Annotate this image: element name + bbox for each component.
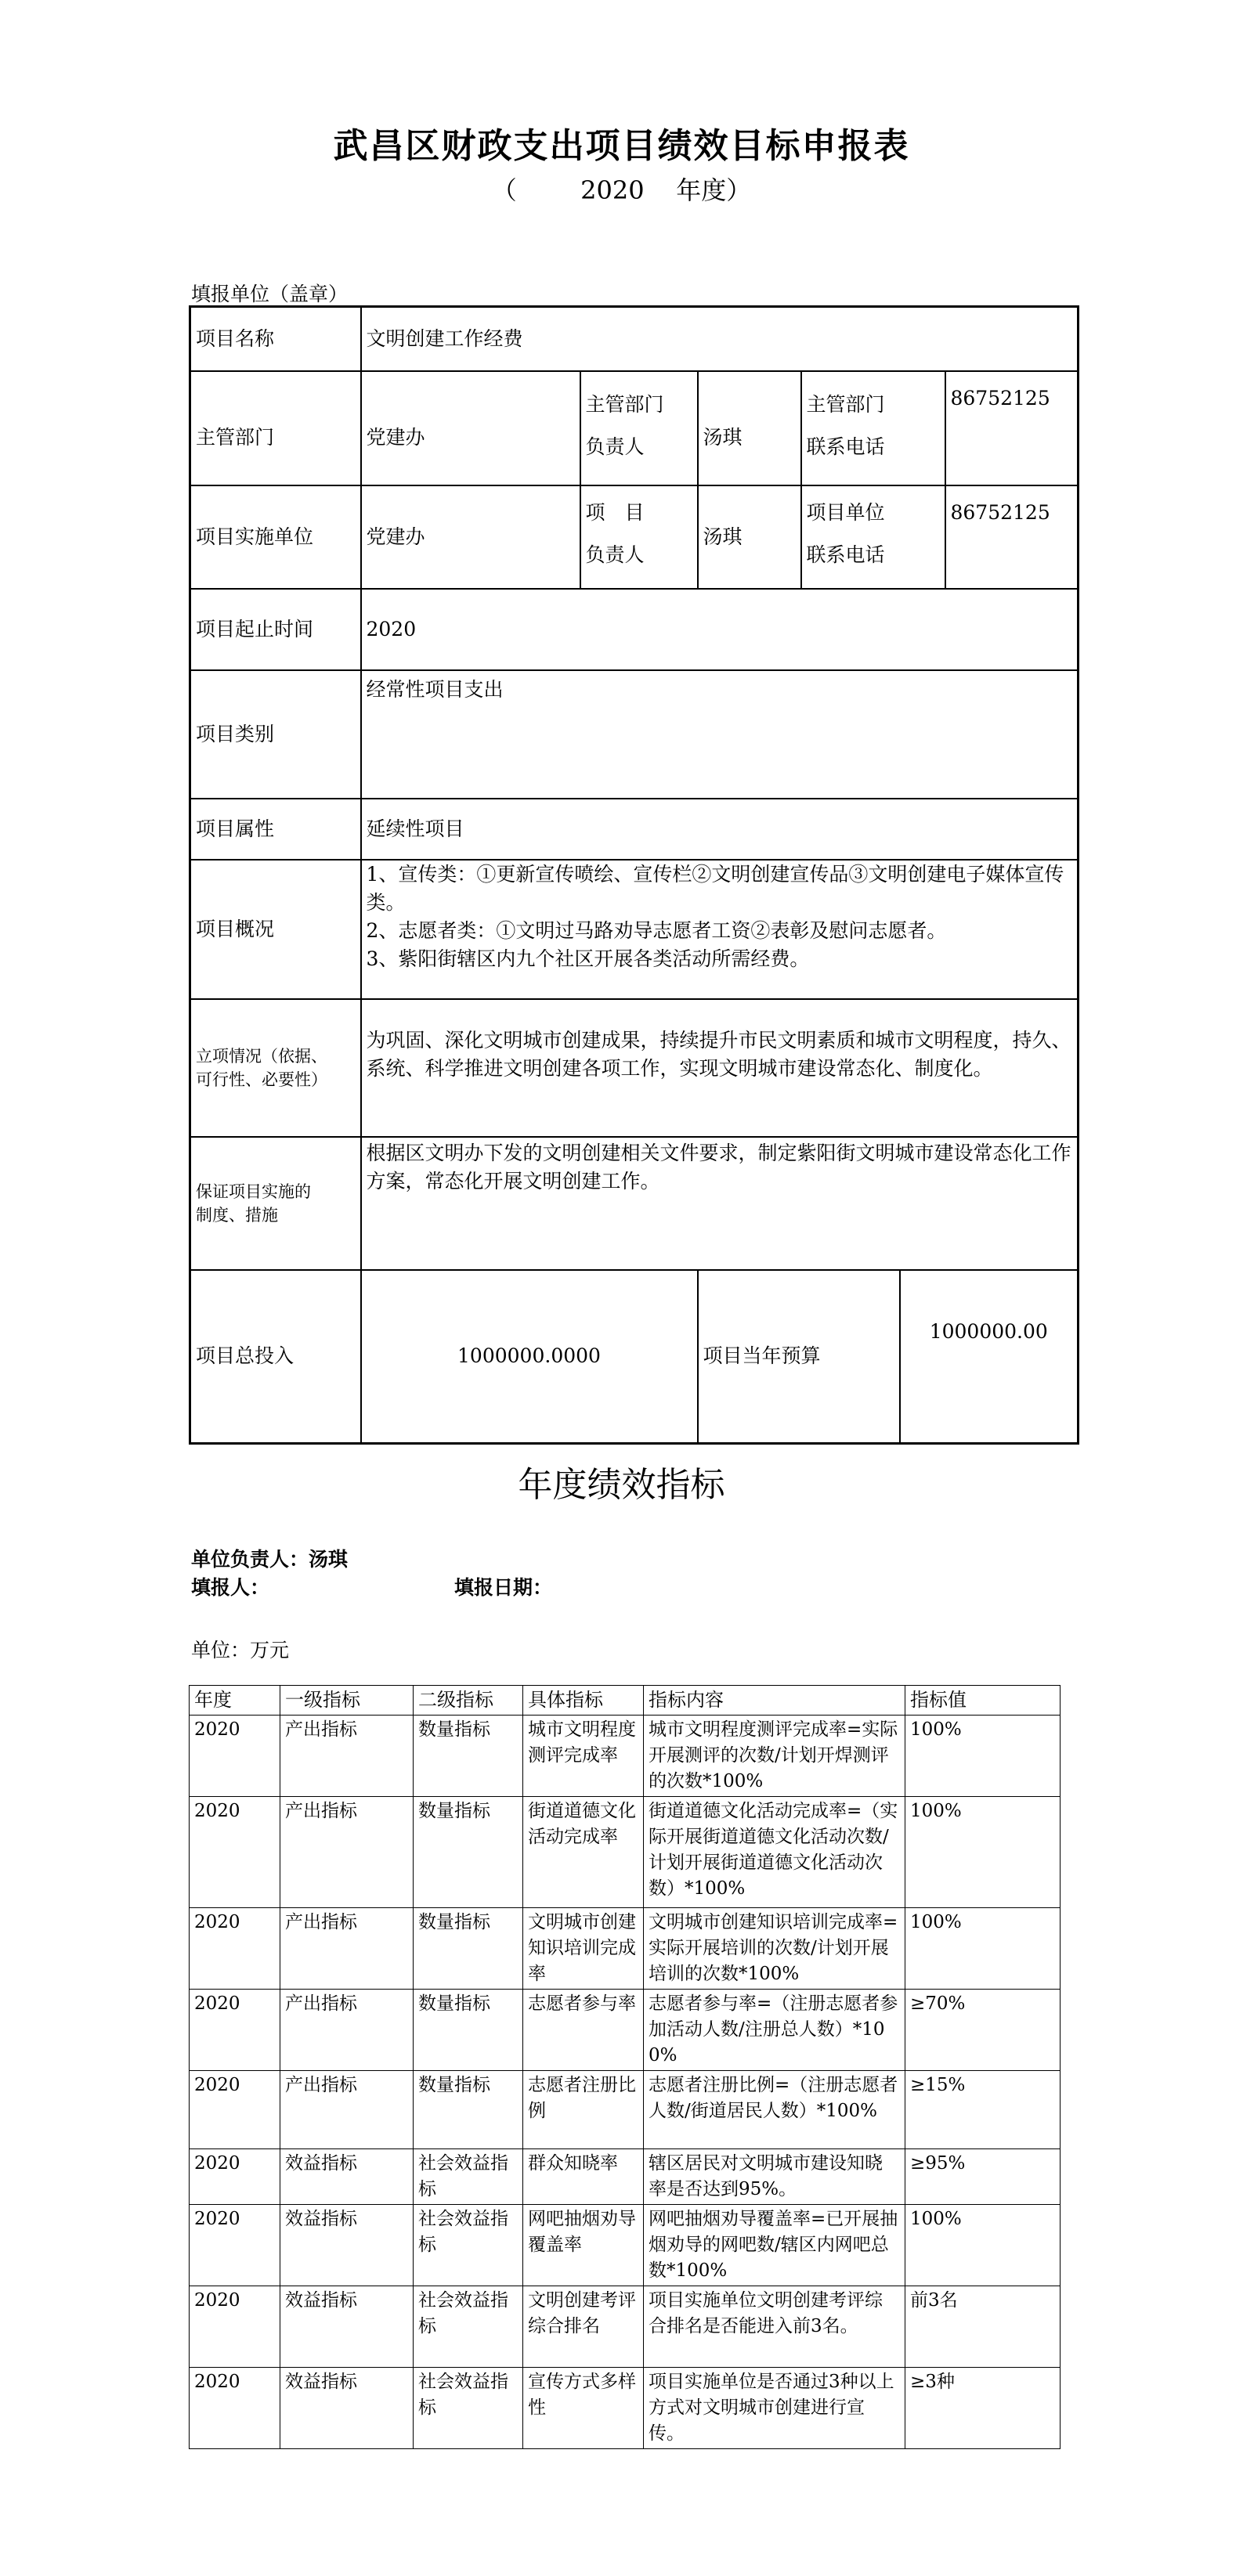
- cell-year: 2020: [190, 1797, 280, 1908]
- guarantee-label-line1: 保证项目实施的: [196, 1182, 311, 1201]
- cell-year: 2020: [190, 1990, 280, 2071]
- cell-year: 2020: [190, 2205, 280, 2286]
- table-row: [190, 1908, 1061, 1990]
- cell-content: 项目实施单位文明创建考评综合排名是否能进入前3名。: [644, 2286, 905, 2368]
- cell-level2: 数量指标: [414, 2071, 523, 2149]
- basis-label-line2: 可行性、必要性）: [196, 1070, 327, 1089]
- dept-head-value: 汤琪: [698, 371, 801, 485]
- table-row: [190, 2286, 1061, 2368]
- col-header-level2: 二级指标: [414, 1686, 523, 1716]
- cell-value: ≥95%: [905, 2149, 1061, 2205]
- cell-content: 城市文明程度测评完成率=实际开展测评的次数/计划开焊测评的次数*100%: [644, 1716, 905, 1797]
- category-label: 项目类别: [190, 670, 361, 799]
- unit-wan-label: 单位：万元: [191, 1639, 290, 1661]
- total-label: 项目总投入: [190, 1270, 361, 1444]
- guarantee-label-line2: 制度、措施: [196, 1205, 278, 1225]
- overview-value: [361, 860, 1079, 999]
- overview-label: 项目概况: [190, 860, 361, 999]
- unit-phone-label-line1: 项目单位: [806, 500, 885, 524]
- dept-phone-value: 86752125: [945, 371, 1079, 485]
- cell-specific: 网吧抽烟劝导覆盖率: [523, 2205, 644, 2286]
- dept-phone-label-line1: 主管部门: [806, 392, 885, 416]
- cell-specific: 城市文明程度测评完成率: [523, 1716, 644, 1797]
- table-row: [190, 1990, 1061, 2071]
- category-value: 经常性项目支出: [361, 670, 1079, 799]
- cell-specific: 宣传方式多样性: [523, 2368, 644, 2449]
- cell-value: 100%: [905, 1716, 1061, 1797]
- table-row: [190, 2149, 1061, 2205]
- col-header-content: 指标内容: [644, 1686, 905, 1716]
- table-row: [190, 2205, 1061, 2286]
- cell-level2: 社会效益指标: [414, 2205, 523, 2286]
- cell-level2: 数量指标: [414, 1716, 523, 1797]
- overview-line-1: 1、宣传类：①更新宣传喷绘、宣传栏②文明创建宣传品③文明创建电子媒体宣传类。: [366, 862, 1064, 914]
- cell-year: 2020: [190, 2368, 280, 2449]
- cell-value: ≥70%: [905, 1990, 1061, 2071]
- cell-content: 项目实施单位是否通过3种以上方式对文明城市创建进行宣传。: [644, 2368, 905, 2449]
- col-header-year: 年度: [190, 1686, 280, 1716]
- table-row: [190, 1716, 1061, 1797]
- dept-phone-label: [801, 371, 945, 485]
- cell-year: 2020: [190, 2071, 280, 2149]
- cell-value: 100%: [905, 1797, 1061, 1908]
- cell-content: 街道道德文化活动完成率=（实际开展街道道德文化活动次数/计划开展街道道德文化活动次数）*100%: [644, 1797, 905, 1908]
- cell-specific: 志愿者注册比例: [523, 2071, 644, 2149]
- cell-content: 文明城市创建知识培训完成率=实际开展培训的次数/计划开展培训的次数*100%: [644, 1908, 905, 1990]
- dept-head-label-line2: 负责人: [585, 435, 645, 458]
- cell-specific: 志愿者参与率: [523, 1990, 644, 2071]
- cell-level2: 社会效益指标: [414, 2286, 523, 2368]
- cell-content: 志愿者注册比例=（注册志愿者人数/街道居民人数）*100%: [644, 2071, 905, 2149]
- cell-year: 2020: [190, 2149, 280, 2205]
- cell-level1: 产出指标: [280, 1797, 414, 1908]
- proj-head-label-line2: 负责人: [585, 543, 645, 566]
- cell-specific: 群众知晓率: [523, 2149, 644, 2205]
- dept-head-label-line1: 主管部门: [585, 392, 664, 416]
- basis-label-line1: 立项情况（依据、: [196, 1046, 327, 1066]
- cell-specific: 文明创建考评综合排名: [523, 2286, 644, 2368]
- cell-level2: 数量指标: [414, 1797, 523, 1908]
- dept-label: 主管部门: [190, 371, 361, 485]
- cell-value: 100%: [905, 2205, 1061, 2286]
- cell-level1: 产出指标: [280, 1990, 414, 2071]
- filler-label: 填报人：: [191, 1576, 270, 1599]
- cell-year: 2020: [190, 1716, 280, 1797]
- period-label: 项目起止时间: [190, 589, 361, 670]
- cell-level1: 效益指标: [280, 2205, 414, 2286]
- cell-level2: 数量指标: [414, 1908, 523, 1990]
- budget-label: 项目当年预算: [698, 1270, 900, 1444]
- cell-level1: 产出指标: [280, 1716, 414, 1797]
- guarantee-value: 根据区文明办下发的文明创建相关文件要求，制定紫阳街文明城市建设常态化工作方案，常态化开展文明创建工作。: [361, 1137, 1079, 1270]
- project-name-label: 项目名称: [190, 307, 361, 371]
- fill-date-label: 填报日期：: [454, 1576, 553, 1599]
- proj-head-label: [580, 485, 698, 589]
- cell-value: 前3名: [905, 2286, 1061, 2368]
- proj-head-value: 汤琪: [698, 485, 801, 589]
- table-row: [190, 2071, 1061, 2149]
- basis-label: [190, 999, 361, 1137]
- page-title: 武昌区财政支出项目绩效目标申报表: [333, 126, 910, 166]
- overview-line-3: 3、紫阳街辖区内九个社区开展各类活动所需经费。: [366, 947, 810, 970]
- basis-value: 为巩固、深化文明城市创建成果，持续提升市民文明素质和城市文明程度，持久、系统、科学推进文明创建各项工作，实现文明城市建设常态化、制度化。: [361, 999, 1079, 1137]
- dept-value: 党建办: [361, 371, 580, 485]
- cell-level1: 效益指标: [280, 2368, 414, 2449]
- budget-value: 1000000.00: [900, 1270, 1079, 1444]
- col-header-value: 指标值: [905, 1686, 1061, 1716]
- attribute-label: 项目属性: [190, 799, 361, 860]
- project-form-table: [189, 305, 1079, 1445]
- cell-value: 100%: [905, 1908, 1061, 1990]
- cell-specific: 街道道德文化活动完成率: [523, 1797, 644, 1908]
- performance-table: [189, 1685, 1061, 2449]
- dept-head-label: [580, 371, 698, 485]
- table-row: [190, 1797, 1061, 1908]
- cell-content: 辖区居民对文明城市建设知晓率是否达到95%。: [644, 2149, 905, 2205]
- dept-phone-label-line2: 联系电话: [806, 435, 885, 458]
- col-header-level1: 一级指标: [280, 1686, 414, 1716]
- fill-unit-label: 填报单位（盖章）: [191, 283, 349, 305]
- cell-level2: 社会效益指标: [414, 2368, 523, 2449]
- overview-line-2: 2、志愿者类：①文明过马路劝导志愿者工资②表彰及慰问志愿者。: [366, 918, 947, 942]
- year-line: （ 2020 年度）: [491, 175, 752, 205]
- total-value: 1000000.0000: [361, 1270, 698, 1444]
- attribute-value: 延续性项目: [361, 799, 1079, 860]
- period-value: 2020: [361, 589, 1079, 670]
- proj-head-label-line1: 项 目: [585, 500, 645, 524]
- cell-year: 2020: [190, 2286, 280, 2368]
- cell-value: ≥3种: [905, 2368, 1061, 2449]
- unit-head: 单位负责人：汤琪: [191, 1548, 349, 1571]
- cell-level1: 效益指标: [280, 2286, 414, 2368]
- unit-phone-label: [801, 485, 945, 589]
- cell-content: 志愿者参与率=（注册志愿者参加活动人数/注册总人数）*100%: [644, 1990, 905, 2071]
- guarantee-label: [190, 1137, 361, 1270]
- cell-content: 网吧抽烟劝导覆盖率=已开展抽烟劝导的网吧数/辖区内网吧总数*100%: [644, 2205, 905, 2286]
- project-name-value: 文明创建工作经费: [361, 307, 1079, 371]
- table-row: [190, 2368, 1061, 2449]
- unit-phone-label-line2: 联系电话: [806, 543, 885, 566]
- unit-phone-value: 86752125: [945, 485, 1079, 589]
- impl-unit-label: 项目实施单位: [190, 485, 361, 589]
- cell-level2: 数量指标: [414, 1990, 523, 2071]
- cell-level1: 产出指标: [280, 1908, 414, 1990]
- cell-level1: 效益指标: [280, 2149, 414, 2205]
- cell-value: ≥15%: [905, 2071, 1061, 2149]
- cell-level2: 社会效益指标: [414, 2149, 523, 2205]
- perf-title: 年度绩效指标: [518, 1465, 725, 1505]
- cell-year: 2020: [190, 1908, 280, 1990]
- cell-level1: 产出指标: [280, 2071, 414, 2149]
- col-header-specific: 具体指标: [523, 1686, 644, 1716]
- cell-specific: 文明城市创建知识培训完成率: [523, 1908, 644, 1990]
- impl-unit-value: 党建办: [361, 485, 580, 589]
